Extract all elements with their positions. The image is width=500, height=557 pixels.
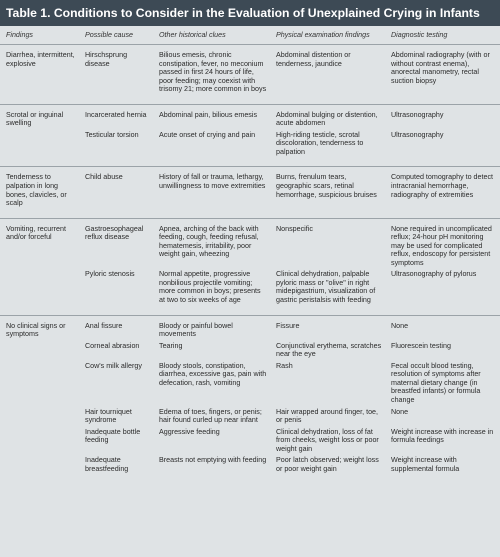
- history-cell: Bilious emesis, chronic constipation, fever, no meconium passed in first 24 hours of life, poor feeding; may coexist with trisomy 21; more common in boys: [159, 51, 267, 94]
- testing-cell: Abdominal radiography (with or without contrast enema), anorectal manometry, rectal suction biopsy: [391, 51, 490, 85]
- cause-cell: Anal fissure: [85, 321, 123, 330]
- history-cell: Bloody or painful bowel movements: [159, 321, 233, 339]
- testing-cell: Weight increase with increase in formula feedings: [391, 427, 494, 445]
- exam-cell: Rash: [276, 361, 293, 370]
- column-header-exam-findings: Physical examination findings: [276, 31, 370, 40]
- finding-cell: Vomiting, recurrent and/or forceful: [6, 224, 66, 242]
- testing-cell: Ultrasonography of pylorus: [391, 270, 477, 279]
- testing-cell: Ultrasonography: [391, 130, 444, 139]
- table-row: [0, 315, 500, 339]
- cause-cell: Testicular torsion: [85, 130, 139, 139]
- finding-group: [0, 315, 500, 483]
- finding-cell: Scrotal or inguinal swelling: [6, 110, 64, 128]
- exam-cell: Hair wrapped around finger, toe, or penis: [276, 407, 379, 425]
- finding-cell: Diarrhea, intermittent, explosive: [6, 51, 75, 68]
- testing-cell: None: [391, 321, 409, 330]
- history-cell: Bloody stools, constipation, diarrhea, excessive gas, pain with defecation, rash, vomiting: [159, 361, 267, 387]
- cause-cell: Incarcerated hernia: [85, 110, 147, 119]
- cause-cell: Hair tourniquet syndrome: [85, 407, 132, 425]
- exam-cell: Clinical dehydration, loss of fat from cheeks, weight loss or poor weight gain: [276, 427, 379, 453]
- column-header-possible-cause: Possible cause: [85, 31, 134, 40]
- cause-cell: Cow's milk allergy: [85, 361, 142, 370]
- cause-cell: Gastroesophageal reflux disease: [85, 224, 144, 242]
- column-header-findings: Findings: [6, 31, 33, 40]
- table-row: [0, 167, 500, 218]
- testing-cell: Ultrasonography: [391, 110, 444, 119]
- finding-group: [0, 167, 500, 218]
- testing-cell: None required in uncomplicated reflux; 24-hour pH monitoring may be used for complicated reflux, endoscopy for persistent symptoms: [391, 224, 492, 267]
- exam-cell: Poor latch observed; weight loss or poor weight gain: [276, 456, 379, 473]
- history-cell: Acute onset of crying and pain: [159, 130, 256, 139]
- finding-group: [0, 45, 500, 105]
- header-row: [0, 26, 500, 45]
- table-title: Table 1. Conditions to Consider in the Evaluation of Unexplained Crying in Infants: [0, 0, 500, 26]
- table-row: [0, 104, 500, 128]
- cause-cell: Pyloric stenosis: [85, 270, 135, 279]
- table-row: [0, 218, 500, 267]
- exam-cell: Abdominal bulging or distention, acute abdomen: [276, 110, 378, 128]
- finding-group: [0, 218, 500, 315]
- history-cell: Aggressive feeding: [159, 427, 220, 436]
- cause-cell: Inadequate breastfeeding: [85, 456, 129, 473]
- cause-cell: Hirschsprung disease: [85, 51, 128, 68]
- exam-cell: Conjunctival erythema, scratches near the eye: [276, 341, 382, 359]
- history-cell: Tearing: [159, 341, 183, 350]
- history-cell: Abdominal pain, bilious emesis: [159, 110, 258, 119]
- history-cell: Breasts not emptying with feeding: [159, 456, 267, 465]
- exam-cell: Fissure: [276, 321, 300, 330]
- history-cell: Normal appetite, progressive nonbilious projectile vomiting; more common in boys; presents at two to six weeks of age: [159, 270, 261, 305]
- cause-cell: Inadequate bottle feeding: [85, 427, 141, 445]
- testing-cell: Weight increase with supplemental formula: [391, 456, 460, 473]
- exam-cell: Nonspecific: [276, 224, 313, 233]
- crying-conditions-table: [0, 26, 500, 483]
- exam-cell: Abdominal distention or tenderness, jaundice: [276, 51, 351, 68]
- finding-cell: No clinical signs or symptoms: [6, 321, 66, 339]
- cause-cell: Corneal abrasion: [85, 341, 140, 350]
- cause-cell: Child abuse: [85, 173, 123, 182]
- column-header-historical-clues: Other historical clues: [159, 31, 226, 40]
- finding-group: [0, 104, 500, 167]
- testing-cell: Fluorescein testing: [391, 341, 451, 350]
- testing-cell: Computed tomography to detect intracranial hemorrhage, radiography of extremities: [391, 173, 494, 199]
- finding-cell: Tenderness to palpation in long bones, clavicles, or scalp: [6, 173, 67, 208]
- history-cell: History of fall or trauma, lethargy, unwillingness to move extremities: [159, 173, 266, 191]
- table-row: [0, 45, 500, 105]
- history-cell: Edema of toes, fingers, or penis; hair found curled up near infant: [159, 407, 262, 425]
- exam-cell: High-riding testicle, scrotal discoloration, tenderness to palpation: [276, 130, 364, 156]
- testing-cell: Fecal occult blood testing, resolution of symptoms after maternal dietary change (in breastfed infants) or formula change: [391, 361, 481, 404]
- testing-cell: None: [391, 407, 409, 416]
- exam-cell: Burns, frenulum tears, geographic scars, retinal hemorrhage, suspicious bruises: [276, 173, 377, 199]
- column-header-diagnostic-testing: Diagnostic testing: [391, 31, 448, 40]
- history-cell: Apnea, arching of the back with feeding, cough, feeding refusal, hematemesis, irritability, poor weight gain, wheezing: [159, 224, 259, 259]
- exam-cell: Clinical dehydration, palpable pyloric mass or "olive" in right midepigastrium, visualization of gastric peristalsis with feeding: [276, 270, 376, 305]
